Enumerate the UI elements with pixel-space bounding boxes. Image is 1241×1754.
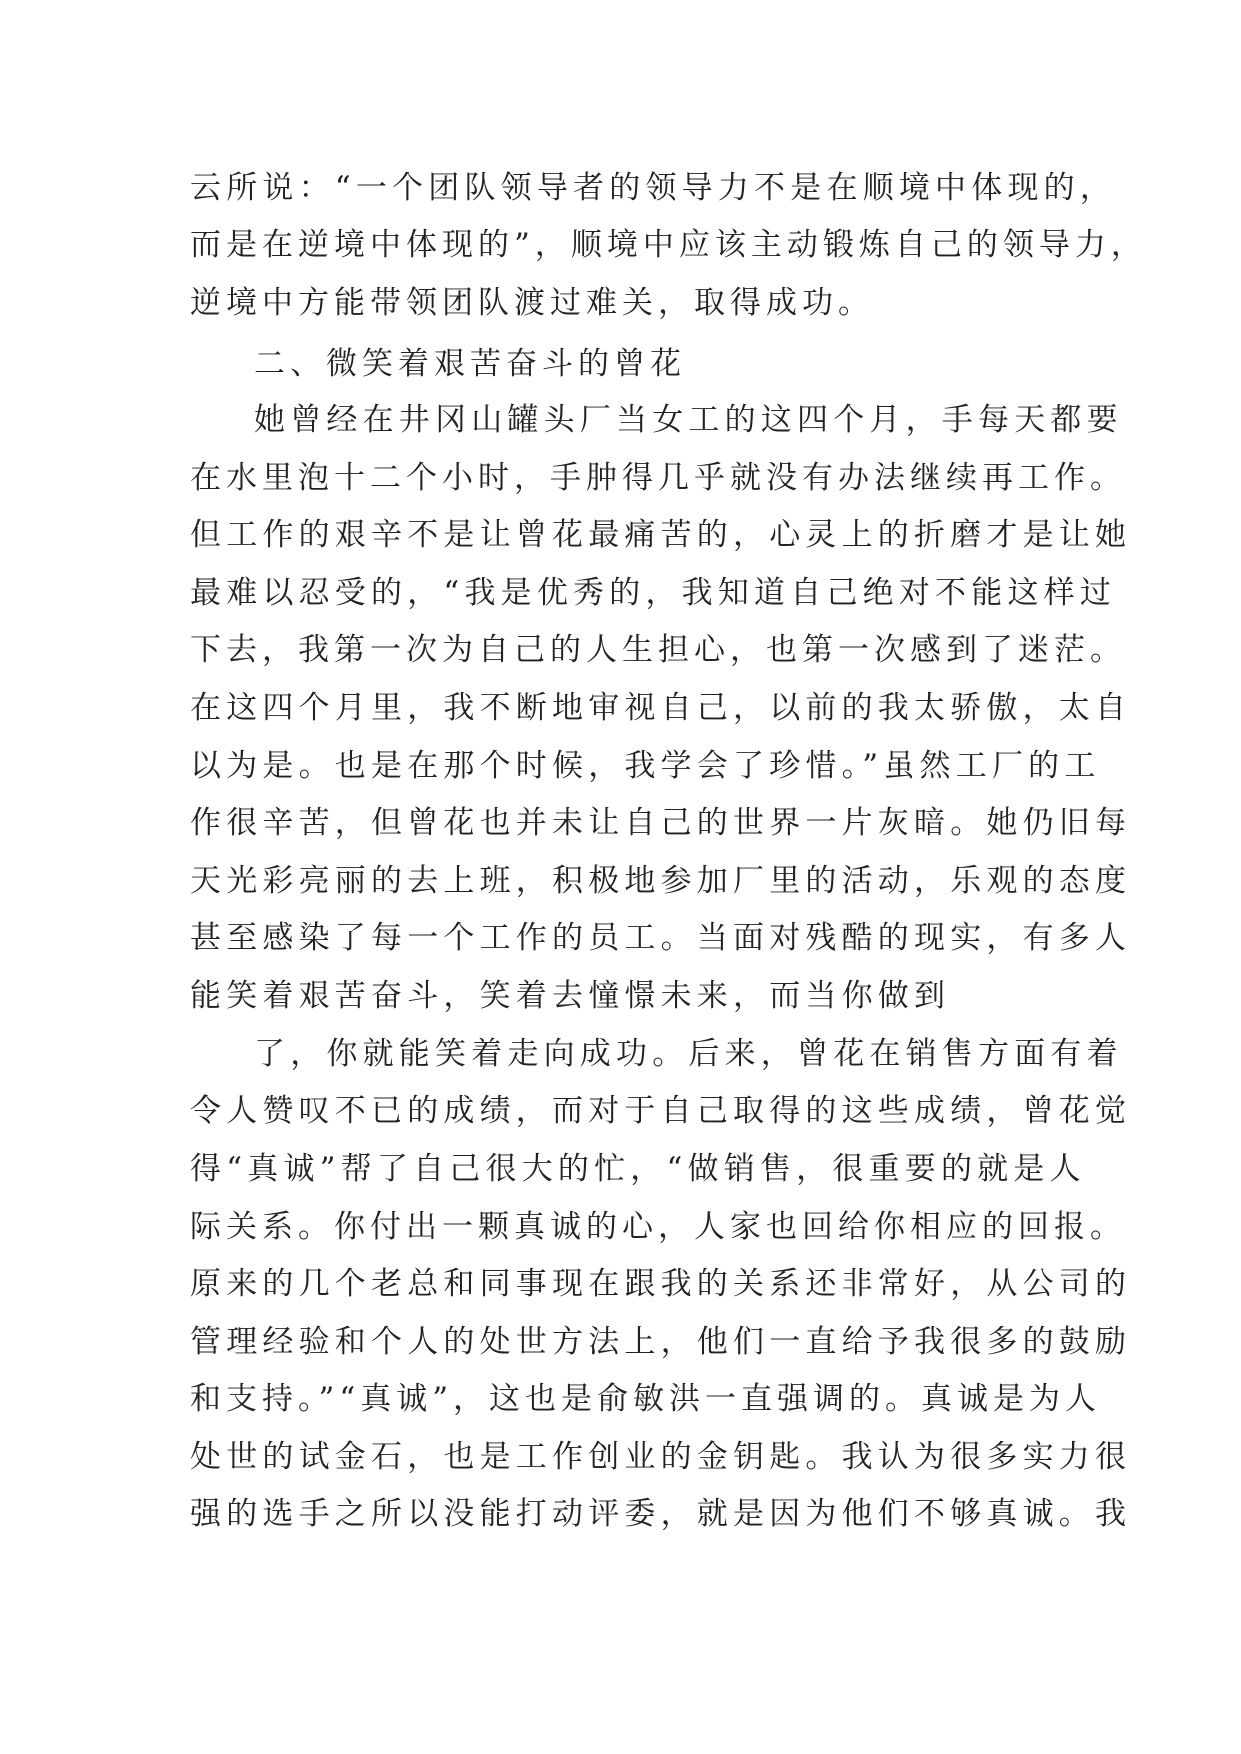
text-line: 和支持。”“真诚”，这也是俞敏洪一直强调的。真诚是为人 <box>190 1381 1102 1417</box>
text-line: 甚至感染了每一个工作的员工。当面对残酷的现实，有多人 <box>190 920 1132 956</box>
text-line: 在水里泡十二个小时，手肿得几乎就没有办法继续再工作。 <box>190 460 1126 496</box>
section-heading: 二、微笑着艰苦奋斗的曾花 <box>254 346 686 382</box>
text-line: 逆境中方能带领团队渡过难关，取得成功。 <box>190 285 874 321</box>
text-line: 天光彩亮丽的去上班，积极地参加厂里的活动，乐观的态度 <box>190 863 1132 899</box>
text-line: 令人赞叹不已的成绩，而对于自己取得的这些成绩，曾花觉 <box>190 1093 1132 1129</box>
text-line: 处世的试金石，也是工作创业的金钥匙。我认为很多实力很 <box>190 1439 1132 1475</box>
text-line: 她曾经在井冈山罐头厂当女工的这四个月，手每天都要 <box>254 402 1123 438</box>
text-line: 在这四个月里，我不断地审视自己，以前的我太骄傲，太自 <box>190 690 1132 726</box>
text-line: 最难以忍受的，“我是优秀的，我知道自己绝对不能这样过 <box>190 575 1117 611</box>
text-line: 原来的几个老总和同事现在跟我的关系还非常好，从公司的 <box>190 1266 1132 1302</box>
text-line: 而是在逆境中体现的”，顺境中应该主动锻炼自己的领导力， <box>190 227 1147 263</box>
text-line: 能笑着艰苦奋斗，笑着去憧憬未来，而当你做到 <box>190 978 951 1014</box>
text-line: 作很辛苦，但曾花也并未让自己的世界一片灰暗。她仍旧每 <box>190 805 1132 841</box>
text-line: 下去，我第一次为自己的人生担心，也第一次感到了迷茫。 <box>190 632 1126 668</box>
text-line: 但工作的艰辛不是让曾花最痛苦的，心灵上的折磨才是让她 <box>190 517 1132 553</box>
text-line: 强的选手之所以没能打动评委，就是因为他们不够真诚。我 <box>190 1496 1132 1532</box>
text-line: 以为是。也是在那个时候，我学会了珍惜。”虽然工厂的工 <box>190 748 1101 784</box>
text-line: 际关系。你付出一颗真诚的心，人家也回给你相应的回报。 <box>190 1209 1126 1245</box>
text-line: 了，你就能笑着走向成功。后来，曾花在销售方面有着 <box>254 1036 1123 1072</box>
text-line: 管理经验和个人的处世方法上，他们一直给予我很多的鼓励 <box>190 1324 1132 1360</box>
text-line: 得“真诚”帮了自己很大的忙，“做销售，很重要的就是人 <box>190 1151 1086 1187</box>
text-line: 云所说：“一个团队领导者的领导力不是在顺境中体现的， <box>190 170 1117 206</box>
